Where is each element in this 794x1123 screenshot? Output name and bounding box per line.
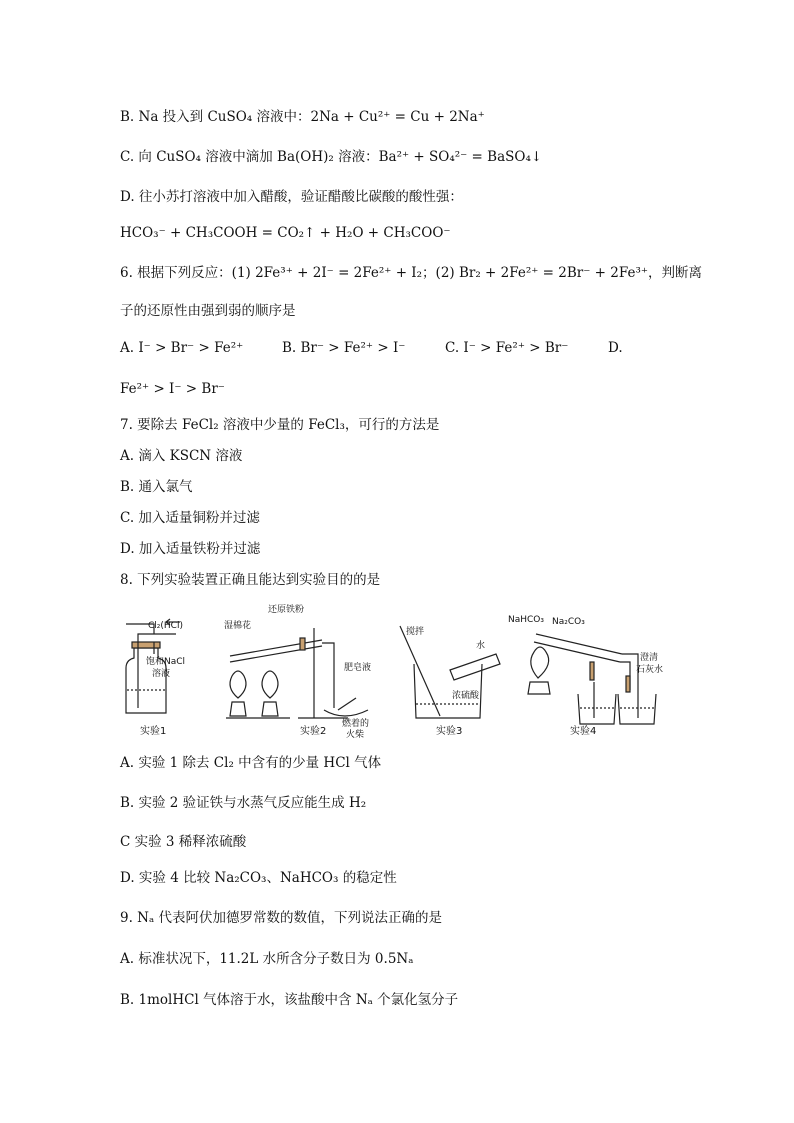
exp4-nahco3-label: NaHCO₃ xyxy=(508,615,544,625)
question-8-stem: 8. 下列实验装置正确且能达到实验目的的是 xyxy=(120,572,381,588)
q8-option-c: C 实验 3 稀释浓硫酸 xyxy=(120,834,247,850)
q7-option-b: B. 通入氯气 xyxy=(120,479,193,495)
exp4-beaker-left xyxy=(578,694,616,724)
q8-option-a: A. 实验 1 除去 Cl₂ 中含有的少量 HCl 气体 xyxy=(120,755,382,771)
exp3-water-label: 水 xyxy=(476,641,486,651)
exp4-tube-outer xyxy=(534,634,622,662)
exp2-match-label-1: 燃着的 xyxy=(342,719,370,729)
option-c-q5: C. 向 CuSO₄ 溶液中滴加 Ba(OH)₂ 溶液：Ba²⁺ + SO₄²⁻ = BaSO₄↓ xyxy=(120,149,543,165)
exp1-solution-label-2: 溶液 xyxy=(152,669,171,679)
q8-option-b: B. 实验 2 验证铁与水蒸气反应能生成 H₂ xyxy=(120,795,367,811)
question-9-stem: 9. Nₐ 代表阿伏加德罗常数的数值，下列说法正确的是 xyxy=(120,910,442,926)
exp2-dish xyxy=(324,710,368,716)
exp2-burner-right xyxy=(262,671,278,698)
question-6-stem: 6. 根据下列反应：(1) 2Fe³⁺ + 2I⁻ = 2Fe²⁺ + I₂；(2) Br₂ + 2Fe²⁺ = 2Br⁻ + 2Fe³⁺，判断离 xyxy=(120,265,703,281)
exp2-tube xyxy=(230,640,322,662)
q7-option-a: A. 滴入 KSCN 溶液 xyxy=(120,448,243,464)
q8-option-d: D. 实验 4 比较 Na₂CO₃、NaHCO₃ 的稳定性 xyxy=(120,870,397,886)
exp3-stirring-rod xyxy=(400,626,440,716)
exp2-iron-label: 还原铁粉 xyxy=(268,605,305,615)
q9-option-a: A. 标准状况下，11.2L 水所含分子数日为 0.5Nₐ xyxy=(120,951,414,967)
exp3-caption: 实验3 xyxy=(436,726,463,737)
q6-option-d: D. xyxy=(608,340,623,356)
exp4-burner xyxy=(531,647,549,678)
exp4-na2co3-label: Na₂CO₃ xyxy=(552,617,585,627)
exp2-match-label-2: 火柴 xyxy=(346,730,365,740)
exp3-cylinder xyxy=(450,654,500,680)
exp1-solution-label-1: 饱和NaCl xyxy=(146,657,186,667)
q9-option-b: B. 1molHCl 气体溶于水，该盐酸中含 Nₐ 个氯化氢分子 xyxy=(120,992,459,1008)
exp1-caption: 实验1 xyxy=(140,726,167,737)
exp4-caption: 实验4 xyxy=(570,726,597,737)
q6-option-b: B. Br⁻ > Fe²⁺ > I⁻ xyxy=(282,340,406,356)
exp3-stir-label: 搅拌 xyxy=(406,627,425,637)
exp1-gas-label: Cl₂(HCl) xyxy=(148,621,183,631)
q6-option-c: C. I⁻ > Fe²⁺ > Br⁻ xyxy=(445,340,569,356)
question-6-stem-cont: 子的还原性由强到弱的顺序是 xyxy=(120,303,296,319)
option-d-q5: D. 往小苏打溶液中加入醋酸，验证醋酸比碳酸的酸性强： xyxy=(120,189,463,205)
exp2-caption: 实验2 xyxy=(300,726,327,737)
exp2-cotton-label: 湿棉花 xyxy=(224,621,252,631)
option-b-q5: B. Na 投入到 CuSO₄ 溶液中：2Na + Cu²⁺ = Cu + 2Na⁺ xyxy=(120,109,485,125)
exp4-beaker-right xyxy=(618,694,656,724)
exp2-soap-label: 肥皂液 xyxy=(344,663,372,673)
experiment-apparatus-figure xyxy=(118,598,678,740)
exp2-burner-left xyxy=(230,671,246,698)
question-7-stem: 7. 要除去 FeCl₂ 溶液中少量的 FeCl₃，可行的方法是 xyxy=(120,417,440,433)
exp4-lime-label-1: 澄清 xyxy=(640,653,659,663)
option-d-q5-equation: HCO₃⁻ + CH₃COOH = CO₂↑ + H₂O + CH₃COO⁻ xyxy=(120,225,451,241)
q7-option-d: D. 加入适量铁粉并过滤 xyxy=(120,541,261,557)
q6-option-a: A. I⁻ > Br⁻ > Fe²⁺ xyxy=(120,340,244,356)
exp4-lime-label-2: 石灰水 xyxy=(636,665,664,675)
q7-option-c: C. 加入适量铜粉并过滤 xyxy=(120,510,260,526)
q6-option-d-value: Fe²⁺ > I⁻ > Br⁻ xyxy=(120,381,225,397)
exp3-acid-label: 浓硫酸 xyxy=(452,691,480,701)
